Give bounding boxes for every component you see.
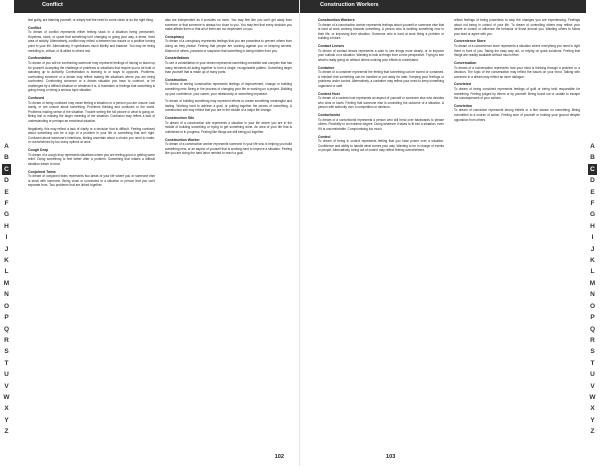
- right-text-columns: [318, 18, 580, 446]
- index-letter-l[interactable]: L: [4, 268, 9, 276]
- text-column: [454, 18, 580, 446]
- index-letter-x[interactable]: X: [590, 405, 595, 413]
- entry-body: To dream of being confused may mean feeling a situation or a person you are unsure, lack clarity, or are unsure about something. Problems thinking and confused or the world. Problems making sense of the situation. Trouble seeing the full picture or what is going on. Being lost or missing the larger meaning of the situation. Confusion may reflect a lack of understanding or perhaps an emotional situation.: [28, 100, 155, 123]
- entry-body: To see a constellation in your dream represents something incredible and complex that has many elements all acting together to form a single, recognizable pattern. Something larger than yourself that is made up of many parts.: [165, 60, 292, 75]
- right-page: [300, 0, 600, 466]
- index-letter-j[interactable]: J: [4, 245, 9, 253]
- entry-heading: Conjoined Twins: [28, 169, 56, 174]
- index-letter-u[interactable]: U: [4, 371, 9, 379]
- dictionary-entry: [28, 96, 155, 123]
- index-letter-c[interactable]: C: [2, 164, 11, 175]
- index-letter-n[interactable]: N: [4, 291, 9, 299]
- dictionary-entry: [318, 113, 444, 131]
- index-letter-g[interactable]: G: [3, 211, 10, 219]
- index-letter-p[interactable]: P: [4, 314, 9, 322]
- index-letter-y[interactable]: Y: [590, 416, 595, 424]
- entry-body: reflect feelings of being powerless to stop the changes you are experiencing. Feelings about not being in control of your life. To dream of controlling others may reflect your desire to control or influence the behavior of those around you. Wanting others to follow your lead or agree with you.: [454, 18, 580, 36]
- index-letter-l[interactable]: L: [590, 268, 595, 276]
- dictionary-entry: [28, 148, 155, 166]
- index-letter-s[interactable]: S: [4, 348, 9, 356]
- left-text-columns: [28, 18, 292, 446]
- entry-body: To dream of conviction represents strong beliefs or a firm stance on something. Being committed to a course of action. Feeling sure of yourself or holding your ground despite opposition from others.: [454, 108, 580, 122]
- entry-body: To dream of a construction worker represents someone in your life who is helping you build something new, or an aspect of yourself that is working hard to improve a situation. Feeling like you are doing the hard labor needed to reach a goal.: [165, 142, 292, 156]
- entry-heading: Conviction: [454, 103, 473, 108]
- entry-heading: Constellations: [165, 56, 190, 61]
- entry-heading: Contact Lenses: [318, 44, 345, 49]
- index-letter-i[interactable]: I: [591, 234, 594, 242]
- index-letter-b[interactable]: B: [4, 154, 9, 162]
- index-letter-z[interactable]: Z: [4, 428, 9, 436]
- dictionary-entry: [28, 56, 155, 92]
- entry-body: To dream of being convicted represents feelings of guilt or being held responsible for something. Feeling judged by others or by yourself. Being found out or unable to escape the consequences of your actions.: [454, 87, 580, 101]
- entry-heading: Conversation: [454, 60, 477, 65]
- index-letter-f[interactable]: F: [4, 200, 9, 208]
- text-column: [165, 18, 292, 446]
- left-header-bar: [14, 0, 300, 13]
- index-letter-j[interactable]: J: [590, 245, 595, 253]
- entry-body: To dream of a contest host represents an aspect of yourself or someone else who decides who wins or loses. Feeling that someone else is controlling the outcome of a situation. A person with authority over a competition or decision.: [318, 96, 444, 110]
- index-letter-v[interactable]: V: [4, 382, 9, 390]
- index-letter-d[interactable]: D: [4, 177, 9, 185]
- index-letter-h[interactable]: H: [590, 222, 595, 230]
- dictionary-entry: [28, 170, 155, 188]
- index-letter-z[interactable]: Z: [590, 428, 595, 436]
- index-letter-q[interactable]: Q: [589, 325, 596, 333]
- right-header-bar: [300, 0, 586, 13]
- dictionary-entry: [165, 18, 292, 32]
- entry-body: To dream of you will be confronting someone may represent feelings of having to stand up for yourself. Accepting the challenge of problems or situations that require you to be bold or standing up to authority. Confrontation is learning to or ways to opposes. Problems, confronting someone or a dream may reflect making life situations where you are being confronted. Confronting someone or a dream situation you have to confront, or be challenged by a difficult situation or whatever it is. A frustration or feelings that something is going wrong or being a serious topic situation.: [28, 60, 155, 93]
- index-letter-e[interactable]: E: [590, 188, 595, 196]
- entry-body: To dream of being in control represents feeling that you have power over a situation. Confidence and ability to handle what comes your way. Wanting to be in charge of events or people. Alternatively, being out of control may reflect feeling overwhelmed.: [318, 139, 444, 153]
- index-letter-b[interactable]: B: [590, 154, 595, 162]
- dictionary-entry: [165, 138, 292, 156]
- entry-body: also are independent as it provides no more. You may feel like you can't get away from someone or that someone is always too close to you. You may feel that every decision you make affects them or that all of them are too dependent on you.: [165, 18, 292, 32]
- dictionary-entry: [165, 56, 292, 74]
- index-letter-i[interactable]: I: [5, 234, 8, 242]
- dictionary-entry: [28, 18, 155, 23]
- entry-heading: Confrontation: [28, 56, 52, 61]
- index-letter-x[interactable]: X: [4, 405, 9, 413]
- dictionary-entry: [165, 35, 292, 53]
- entry-heading: Conspiracy: [165, 34, 185, 39]
- entry-body: To dream of conjoined twins represents two areas of your life where you or someone else is stuck with someone. Being close or connected to a situation or person that you can't separate from. Two problems that are linked together.: [28, 174, 155, 188]
- dictionary-entry: [28, 127, 155, 145]
- right-alphabet-index: [588, 141, 597, 438]
- text-column: [28, 18, 155, 446]
- dictionary-entry: [318, 18, 444, 41]
- text-column: [318, 18, 444, 446]
- left-page-number: 102: [274, 454, 284, 460]
- dictionary-entry: [165, 116, 292, 134]
- right-page-number: 103: [386, 454, 396, 460]
- index-letter-r[interactable]: R: [4, 336, 9, 344]
- entry-body: To dream of a construction worker represents feelings about yourself or someone else that is hard at work working towards something. A person who is building something new in their life, or improving their situation. Someone who is hard at work fixing a problem or building a future.: [318, 22, 444, 41]
- entry-heading: Control: [318, 134, 331, 139]
- entry-heading: Cough Drop: [28, 148, 49, 153]
- index-letter-w[interactable]: W: [589, 393, 596, 401]
- dictionary-entry: [454, 61, 580, 79]
- entry-body: To dream of a cough drop represents situations where you are feeling good or getting some relief. Doing something to feel better after a problem. Something that makes a difficult situation easier to bear.: [28, 152, 155, 166]
- entry-heading: Construction Workers: [318, 18, 355, 22]
- right-running-header: Construction Workers: [320, 2, 379, 8]
- entry-body: To dream of contact lenses represents a wish to see things more clearly, or to improve your outlook on a situation. Wanting to look at things from a new perspective. Trying to see what is really going on without others noticing your efforts to understand.: [318, 48, 444, 62]
- dictionary-entry: [454, 104, 580, 122]
- dictionary-entry: [454, 82, 580, 100]
- index-letter-k[interactable]: K: [4, 257, 9, 265]
- index-letter-v[interactable]: V: [590, 382, 595, 390]
- entry-body: To dream of a conversation represents how your mind is thinking through a problem or a decision. The topic of the conversation may reflect the issues on your mind. Talking with someone in a dream may reflect an inner dialogue.: [454, 65, 580, 79]
- index-letter-c[interactable]: C: [588, 164, 597, 175]
- index-letter-n[interactable]: N: [590, 291, 595, 299]
- entry-heading: Conflict: [28, 25, 42, 30]
- entry-body: To dream of seeing construction represents feelings of improvement, change or building something new. Being in the process of changing your life or working on a project. Building up your confidence, your career, your relationship or something important.: [165, 82, 292, 96]
- index-letter-d[interactable]: D: [590, 177, 595, 185]
- index-letter-p[interactable]: P: [590, 314, 595, 322]
- dictionary-entry: [318, 44, 444, 62]
- index-letter-y[interactable]: Y: [4, 416, 9, 424]
- entry-heading: Convicted: [454, 82, 471, 87]
- dictionary-entry: [454, 39, 580, 57]
- dictionary-entry: [28, 26, 155, 53]
- index-letter-q[interactable]: Q: [3, 325, 10, 333]
- entry-heading: Contest Host: [318, 91, 340, 96]
- entry-body: To dream of building something may represent efforts to create something meaningful and lasting. Working hard to achieve a goal, or putting together the pieces of something. A construction site may reflect that you are in the middle of a major life change.: [165, 99, 292, 113]
- index-letter-a[interactable]: A: [4, 143, 9, 150]
- dictionary-entry: [165, 78, 292, 96]
- entry-heading: Container: [318, 65, 335, 70]
- left-running-header: Conflict: [42, 2, 63, 8]
- index-letter-r[interactable]: R: [590, 336, 595, 344]
- dictionary-entry: [454, 18, 580, 36]
- index-letter-t[interactable]: T: [4, 359, 9, 367]
- dictionary-entry: [318, 92, 444, 110]
- dictionary-entry: [165, 99, 292, 113]
- index-letter-u[interactable]: U: [590, 371, 595, 379]
- entry-body: To dream of a contortionist represents a person who will bend over backwards to please others. Flexibility to an extreme degree. Doing whatever it takes to fit into a situation, even if it is uncomfortable. Compromising too much.: [318, 117, 444, 131]
- entry-body: Negatively, this may reflect a lack of clarity or a decision that is difficult. Feeling confused about something can be a sign of a problem in your life or something that isn't right. Confused about someone's intentions, feeling uncertain about a choice you need to make, or overwhelmed by too many options at once.: [28, 126, 155, 145]
- index-letter-t[interactable]: T: [590, 359, 595, 367]
- entry-heading: Confused: [28, 96, 45, 101]
- entry-heading: Construction Site: [165, 116, 195, 121]
- index-letter-s[interactable]: S: [590, 348, 595, 356]
- index-letter-o[interactable]: O: [3, 302, 10, 310]
- index-letter-e[interactable]: E: [4, 188, 9, 196]
- dictionary-entry: [318, 135, 444, 153]
- entry-body: To dream of conflict represents either feeling stuck in a situation being permanent. Hopeless, stuck, or upset that something isn't changing or going your way, a tense, fixed area of activity. Alternatively, conflict may reflect a between two issues or a positive turning point in your life. Alternatively, it symbolizes much fidelity and balance. You may be being meddling in, critical, or ill-willed to others lost.: [28, 30, 155, 53]
- entry-body: To dream of a container represents the feeling that something can be stored or contained. A mindset that something can be handled or put away for later. Keeping your feelings or problems under control. Alternatively, a container may reflect your need to keep something organized or safe.: [318, 70, 444, 88]
- entry-heading: Construction Worker: [165, 137, 200, 142]
- entry-body: To dream of a convenience store represents a situation where everything you need is right there in front of you. Taking the easy way out, or relying on quick solutions. Feeling that things are readily available without much effort.: [454, 44, 580, 58]
- index-letter-f[interactable]: F: [590, 200, 595, 208]
- left-alphabet-index: [2, 141, 11, 438]
- index-letter-h[interactable]: H: [4, 222, 9, 230]
- index-letter-g[interactable]: G: [589, 211, 596, 219]
- index-letter-o[interactable]: O: [589, 302, 596, 310]
- index-letter-m[interactable]: M: [589, 279, 596, 287]
- index-letter-a[interactable]: A: [590, 143, 595, 150]
- index-letter-m[interactable]: M: [3, 279, 10, 287]
- entry-heading: Convenience Store: [454, 39, 486, 44]
- entry-body: To dream of a construction site represents a situation in your life where you are in the middle of building something or trying to get something done. An area of your life that is unfinished or in progress. Feeling like things are still being put together.: [165, 120, 292, 134]
- entry-body: feel guilty, are blaming yourself, or simply feel the need to come clean or do the right thing.: [28, 18, 154, 22]
- entry-body: To dream of a conspiracy represents feelings that you are powerless to prevent others from doing as they please. Feeling that people are working against you or keeping secrets. Distrust of others, paranoia or suspicion that something is being hidden from you.: [165, 39, 292, 53]
- dictionary-entry: [318, 66, 444, 89]
- entry-heading: Construction: [165, 77, 187, 82]
- index-letter-k[interactable]: K: [590, 257, 595, 265]
- index-letter-w[interactable]: W: [3, 393, 10, 401]
- entry-heading: Contortionist: [318, 113, 340, 118]
